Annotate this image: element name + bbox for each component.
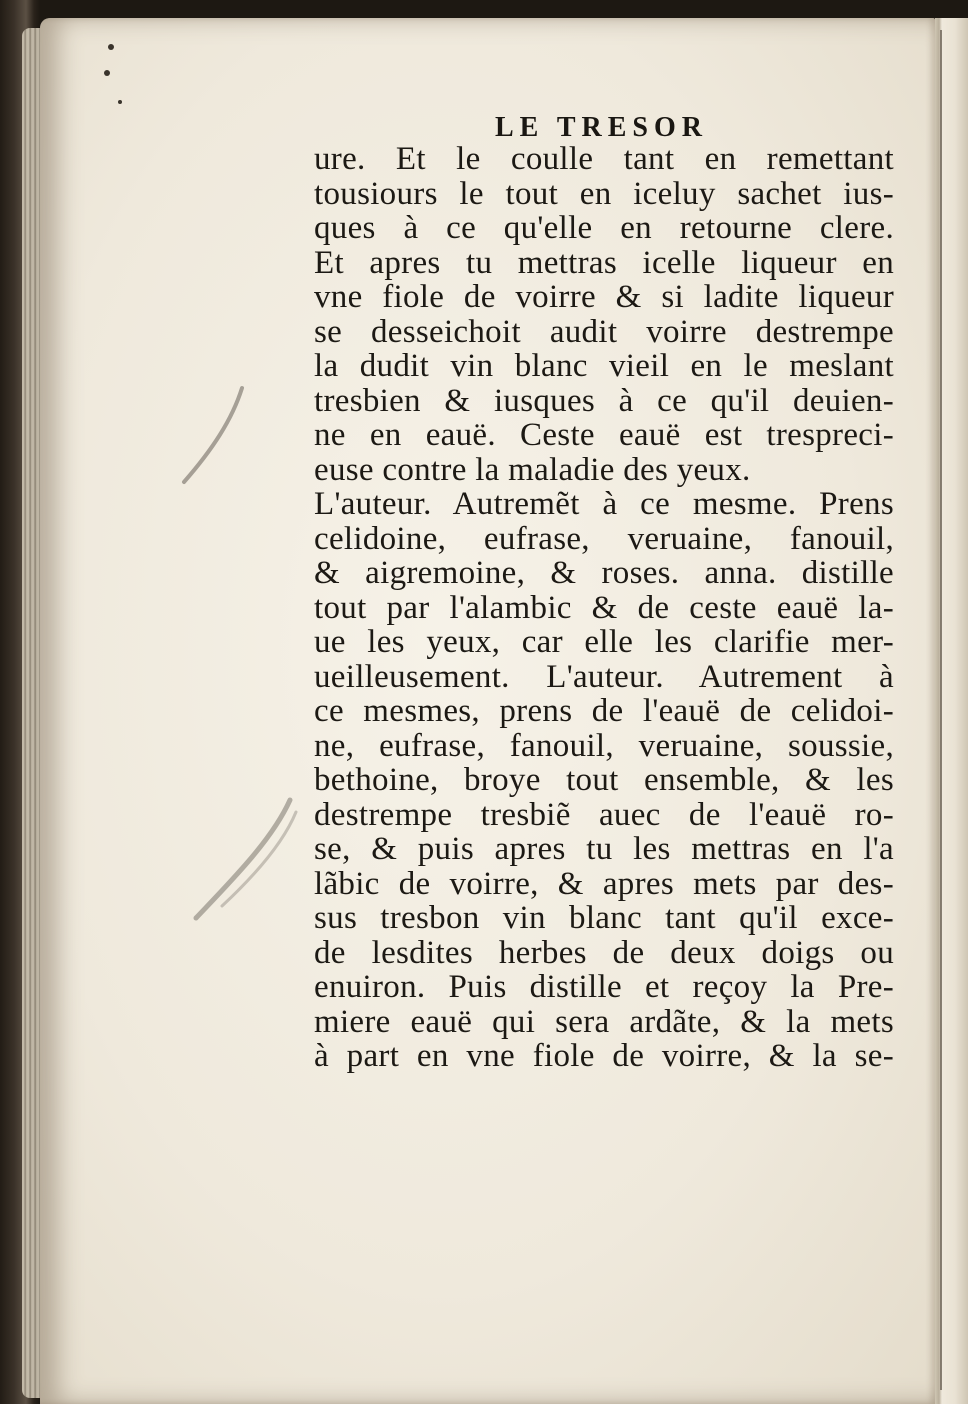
text-line: euse contre la maladie des yeux. — [314, 452, 751, 487]
text-line: à part en vne fiole de voirre, & la se- — [314, 1039, 894, 1074]
text-line: celidoine, eufrase, veruaine, fanouil, — [314, 521, 894, 556]
text-line: enuiron. Puis distille et reçoy la Pre- — [314, 970, 894, 1005]
text-line: ce mesmes, prens de l'eauë de celidoi- — [314, 694, 894, 729]
text-line: bethoine, broye tout ensemble, & les — [314, 763, 894, 798]
text-line: tresbien & iusques à ce qu'il deuien- — [314, 383, 894, 418]
text-line: & aigremoine, & roses. anna. distille — [314, 556, 894, 591]
text-line: se desseichoit audit voirre destrempe — [314, 314, 894, 349]
text-line: miere eauë qui sera ardãte, & la mets — [314, 1004, 894, 1039]
running-head: LE TRESOR — [495, 112, 708, 143]
text-line: tousiours le tout en iceluy sachet ius- — [314, 176, 894, 211]
text-line: ue les yeux, car elle les clarifie mer- — [314, 625, 894, 660]
text-line: tout par l'alambic & de ceste eauë la- — [314, 590, 894, 625]
text-line: de lesdites herbes de deux doigs ou — [314, 935, 894, 970]
text-line: destrempe tresbiẽ auec de l'eauë ro- — [314, 797, 894, 832]
body-text — [314, 142, 894, 1074]
text-line: sus tresbon vin blanc tant qu'il exce- — [314, 901, 894, 936]
text-line: Et apres tu mettras icelle liqueur en — [314, 245, 894, 280]
text-line: lãbic de voirre, & apres mets par des- — [314, 866, 894, 901]
text-line: la dudit vin blanc vieil en le meslant — [314, 349, 894, 384]
text-line: ueilleusement. L'auteur. Autrement à — [314, 659, 894, 694]
text-line: ques à ce qu'elle en retourne clere. — [314, 211, 894, 246]
text-line: L'auteur. Autremẽt à ce mesme. Prens — [314, 487, 894, 522]
text-line: ure. Et le coulle tant en remettant — [314, 142, 894, 177]
text-line: ne, eufrase, fanouil, veruaine, soussie, — [314, 728, 894, 763]
text-line: se, & puis apres tu les mettras en l'a — [314, 832, 894, 867]
text-line: ne en eauë. Ceste eauë est trespreci- — [314, 418, 894, 453]
text-line: vne fiole de voirre & si ladite liqueur — [314, 280, 894, 315]
